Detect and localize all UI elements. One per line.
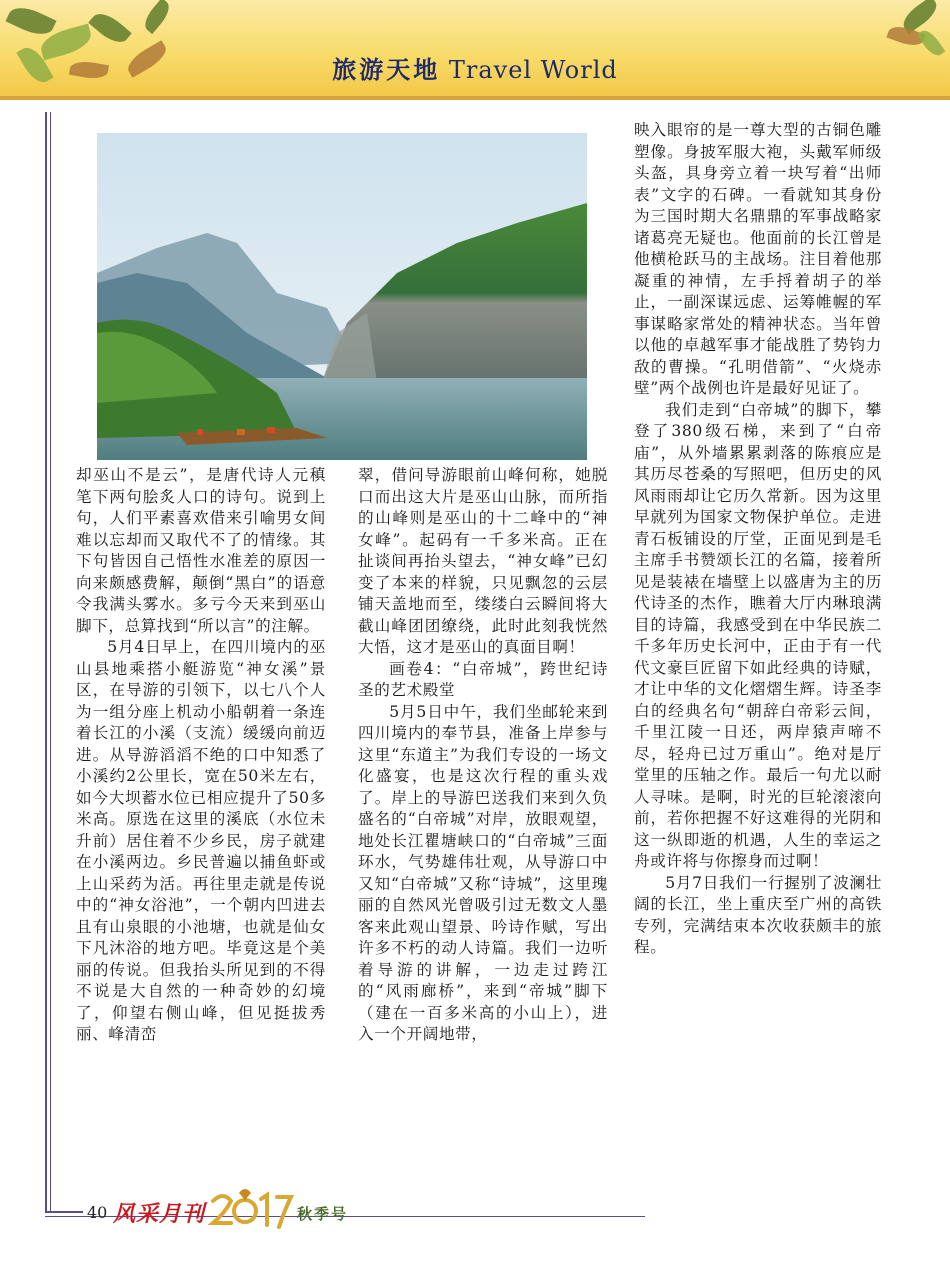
paragraph: 映入眼帘的是一尊大型的古铜色雕塑像。身披军服大袍，头戴军师级头盔，具身旁立着一块写着“出师表”文字的石碑。一看就知其身份为三国时期大名鼎鼎的军事战略家诸葛亮无疑也。他面前的长江曾是他横枪跃马的主战场。注目着他那凝重的神情，左手捋着胡子的举止，一副深谋远虑、运筹帷幄的军事谋略家常处的精神状态。当年曾以他的卓越军事才能战胜了势钧力敌的曹操。“孔明借箭”、“火烧赤壁”两个战例也许是最好见证了。 (634, 121, 882, 397)
left-border-line-inner (50, 112, 51, 1212)
issue-label: 秋季号 (297, 1205, 349, 1223)
section-title-cn: 旅游天地 (332, 55, 441, 84)
section-header (0, 50, 950, 85)
magazine-title: 风采月刊 (113, 1201, 206, 1227)
paragraph: 翠，借问导游眼前山峰何称，她脱口而出这大片是巫山山脉，而所指的山峰则是巫山的十二峰中的“神女峰”。起码有一千多米高。正在扯谈间再抬头望去，“神女峰”已幻变了本来的样貌，只见飘忽的云层铺天盖地而至，缕缕白云瞬间将大截山峰团团缭绕，此时此刻我恍然大悟，这才是巫山的真面目啊！ (358, 466, 608, 656)
footer-rule (45, 1211, 83, 1213)
paragraph: 却巫山不是云”，是唐代诗人元稹笔下两句脍炙人口的诗句。说到上句，人们平素喜欢借来引喻男女间难以忘却而又取代不了的情缘。其下句皆因自己悟性水准差的原因一向来颇感费解，颠倒“黑白”的语意令我满头雾水。多亏今天来到巫山脚下，总算找到“所以言”的注解。 (76, 466, 326, 635)
header-rule (0, 96, 950, 100)
section-title-en: Travel World (448, 56, 618, 84)
paragraph: 5月5日中午，我们坐邮轮来到四川境内的奉节县，准备上岸参与这里“东道主”为我们专设的一场文化盛宴，也是这次行程的重头戏了。岸上的导游巴送我们来到久负盛名的“白帝城”对岸，放眼观望，地处长江瞿塘峡口的“白帝城”三面环水，气势雄伟壮观，从导游口中又知“白帝城”又称“诗城”，这里瑰丽的自然风光曾吸引过无数文人墨客来此观山望景、吟诗作赋，写出许多不朽的动人诗篇。我们一边听着导游的讲解，一边走过跨江的“风雨廊桥”，来到“帝城”脚下（建在一百多米高的小山上），进入一个开阔地带， (358, 702, 608, 1043)
gold-rooster-2017-logo-icon (205, 1183, 295, 1235)
article-column-3 (634, 120, 882, 959)
section-heading: 画卷4：“白帝城”，跨世纪诗圣的艺术殿堂 (358, 659, 608, 699)
paragraph: 我们走到“白帝城”的脚下，攀登了380级石梯，来到了“白帝庙”，从外墙累累剥落的陈痕应是其历尽苍桑的写照吧，但历史的风风雨雨却让它历久常新。因为这里早就列为国家文物保护单位。走进青石板铺设的厅堂，正面见到是毛主席手书赞颂长江的名篇，接着所见是装裱在墙壁上以盛唐为主的历代诗圣的杰作，瞧着大厅内琳琅满目的诗篇，我感受到在中华民族二千多年历史长河中，正由于有一代代文豪巨匠留下如此经典的诗赋，才让中华的文化熠熠生辉。诗圣李白的经典名句“朝辞白帝彩云间，千里江陵一日还，两岸猿声啼不尽，轻舟已过万重山”。绝对是厅堂里的压轴之作。最后一句尤以耐人寻味。是啊，时光的巨轮滚滚向前，若你把握不好这难得的光阴和这一纵即逝的机遇，人生的幸运之舟或许将与你擦身而过啊！ (634, 400, 882, 870)
article-column-1 (76, 465, 326, 1046)
paragraph: 5月4日早上，在四川境内的巫山县地乘搭小艇游览“神女溪”景区，在导游的引领下，以七八个人为一组分座上机动小船朝着一条连着长江的小溪（支流）缓缓向前迈进。从导游滔滔不绝的口中知悉了小溪约2公里长，宽在50米左右，如今大坝蓄水位已相应提升了50多米高。原选在这里的溪底（水位未升前）居住着不少乡民，房子就建在小溪两边。乡民普遍以捕鱼虾或上山采药为活。再往里走就是传说中的“神女浴池”，一个朝内凹进去且有山泉眼的小池塘，也就是仙女下凡沐浴的地方吧。毕竟这是个美丽的传说。但我抬头所见到的不得不说是大自然的一种奇妙的幻境了，仰望右侧山峰，但见挺拔秀丽、峰清峦 (76, 638, 326, 1043)
article-column-2 (358, 465, 608, 1046)
left-border-line (45, 112, 47, 1212)
page-number: 40 (87, 1203, 108, 1222)
three-gorges-landscape-icon (97, 133, 587, 460)
paragraph: 5月7日我们一行握别了波澜壮阔的长江，坐上重庆至广州的高铁专列，完满结束本次收获颇丰的旅程。 (634, 873, 882, 956)
